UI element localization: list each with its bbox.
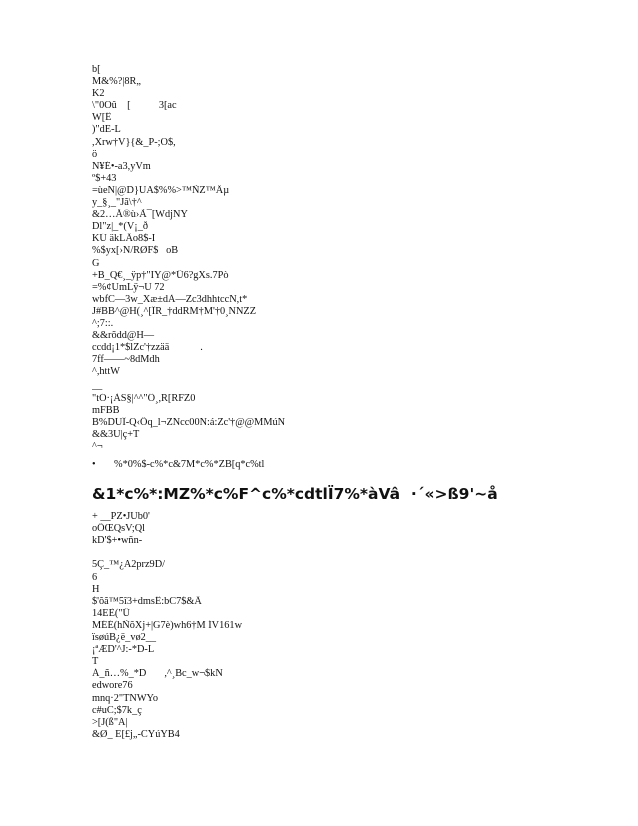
text-line: 6 xyxy=(92,571,98,583)
text-line: "tÓ·¡ÀS§|^^"Ô¸,R[RFZ0 xyxy=(92,392,196,404)
text-line: \"0Oû [ 3[ac xyxy=(92,100,177,112)
text-line: G xyxy=(92,257,100,269)
bullet-item xyxy=(92,459,562,471)
text-line: KÚ äkLÄo8$-I xyxy=(92,233,156,245)
text-line: B%DUÎ-Q‹Öq_l¬ZNcc00N:á:Zc'†@@MMúN xyxy=(92,416,286,428)
text-line: =ùeN|@D}UA$%%>™ÑZ™Äµ xyxy=(92,184,230,196)
document-page xyxy=(92,64,562,741)
text-line: mnq·2"TNWYo xyxy=(92,692,159,704)
text-line: ^,httW xyxy=(92,366,120,378)
text-line: wbfC—3w_Xæ±dÀ—Zc3dhhtccN,t* xyxy=(92,293,248,305)
text-line: K2 xyxy=(92,88,105,100)
text-line: ccdd¡1*$lZc'†zzää . xyxy=(92,342,203,354)
bullet-marker: • xyxy=(92,459,96,470)
text-line: ^;7::. xyxy=(92,317,114,329)
text-line: =%¢UmLÿ¬U 72 xyxy=(92,281,165,293)
text-line: º$+43 xyxy=(92,172,117,184)
text-line: ^¬ xyxy=(92,440,103,452)
text-line: ö xyxy=(92,148,98,160)
text-block-1 xyxy=(92,64,562,471)
text-line: 5Ç_™¿A2prz9D/ xyxy=(92,559,166,571)
text-line: &2…Å®ù›Ã¯[WdjNY xyxy=(92,209,188,221)
text-line: ïsøúB¿ë_vø2__ xyxy=(92,632,157,644)
text-line: oÖŒQsV;Ql xyxy=(92,523,146,535)
text-line: 7ff——~8dMdh xyxy=(92,354,160,366)
text-line: + __PZ•JUb0' xyxy=(92,511,150,523)
text-line: Dl"z|_*(V¡_ð xyxy=(92,221,149,233)
text-line: ,Xrw†V}{&_P-;O$, xyxy=(92,136,176,148)
text-line: c#uC;$7k_ç xyxy=(92,704,142,716)
bullet-text: %*0%$-c%*c&7M*c%*ZB[q*c%tl xyxy=(114,459,265,470)
text-block-2 xyxy=(92,511,562,741)
text-line: MÉÉ(hÑõXj+|G7è)wh6†M ÍV161w xyxy=(92,619,243,631)
text-line: b[ xyxy=(92,64,101,75)
text-line: M&%?|8R„ xyxy=(92,76,141,88)
text-line: Á_ñ…%_*D ,^¸Bc_w¬$kN xyxy=(92,668,223,680)
text-line: &&rõdd@H— xyxy=(92,330,155,342)
text-line: __ xyxy=(92,380,103,392)
text-line: %$yx[›N/RØF$ oB xyxy=(92,245,179,257)
text-line: edwore76 xyxy=(92,680,133,692)
text-line: &&3U|ç+T xyxy=(92,428,140,440)
text-line: N¥É•-a3,yVm xyxy=(92,160,151,172)
text-line: ¡ªÆD'^J:-*D-L xyxy=(92,644,155,656)
text-line: )"dE-L xyxy=(92,124,121,136)
text-line: T xyxy=(92,656,99,668)
text-line: $'õã™5î3+dmsÊ:bC7$&Ä xyxy=(92,595,202,607)
text-line: y_§¸_"Jã\†^ xyxy=(92,197,142,209)
text-line: W[Ê xyxy=(92,112,112,124)
text-line: H xyxy=(92,583,100,595)
text-line: mFBB xyxy=(92,404,120,416)
text-line: >[J(ß"A| xyxy=(92,716,128,728)
text-line: kD'$+•wñn- xyxy=(92,535,143,547)
text-line: J#BB^@H(¸^[ÎR_†ddRM†M'†0¸NNZZ xyxy=(92,305,257,317)
text-line: 14EÈ("Ü xyxy=(92,607,130,619)
text-line: +B_Q€¸_ÿp†"IY@*Ü6?gXs.7Pò xyxy=(92,269,229,281)
section-heading: &1*c%*:MZ%*c%F^c%*cdtlÏ7%*àVâ ·´«>ß9'~å xyxy=(92,485,498,504)
text-line: &Ø_ E[£j„-CYúYB4 xyxy=(92,728,180,740)
